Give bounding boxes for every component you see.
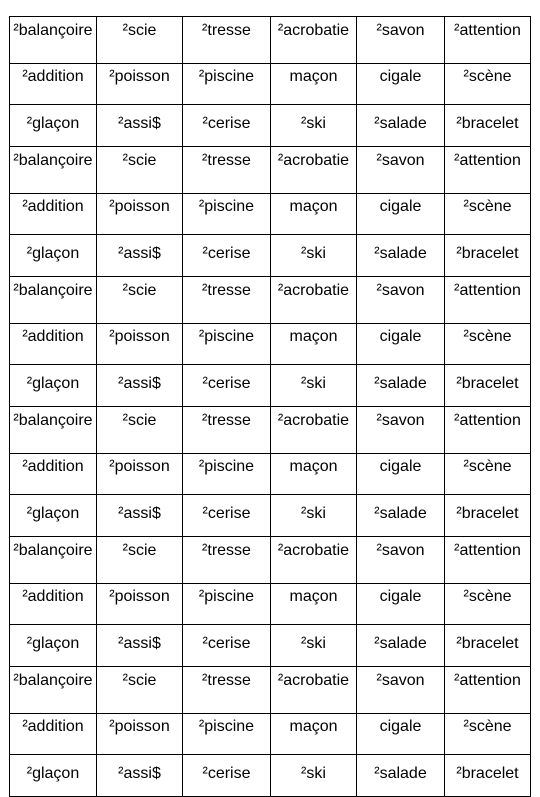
word-cell: ²salade [357,625,445,667]
word-cell: ²salade [357,495,445,537]
word-cell: cigale [357,584,445,625]
word-cell: ²scène [445,64,531,105]
word-cell: ²poisson [97,584,183,625]
table-row [10,495,531,537]
word-cell: ²acrobatie [271,407,357,454]
word-cell: ²tresse [183,537,271,584]
word-cell: ²glaçon [10,235,97,277]
word-cell: maçon [271,324,357,365]
table-row [10,194,531,235]
word-cell: ²balançoire [10,667,97,714]
word-cell: ²poisson [97,454,183,495]
word-cell: ²ski [271,755,357,797]
word-cell: ²balançoire [10,537,97,584]
word-cell: ²attention [445,277,531,324]
word-cell: ²salade [357,365,445,407]
word-cell: ²scie [97,537,183,584]
word-cell: ²tresse [183,147,271,194]
table-row [10,584,531,625]
word-cell: ²attention [445,537,531,584]
word-cell: ²balançoire [10,277,97,324]
word-cell: ²assi$ [97,625,183,667]
word-cell: ²ski [271,235,357,277]
word-cell: maçon [271,454,357,495]
word-cell: ²scène [445,324,531,365]
word-cell: ²bracelet [445,625,531,667]
word-cell: cigale [357,194,445,235]
word-cell: ²tresse [183,277,271,324]
word-cell: ²tresse [183,407,271,454]
word-cell: ²savon [357,277,445,324]
word-cell: ²bracelet [445,365,531,407]
word-cell: maçon [271,584,357,625]
word-cell: ²scie [97,277,183,324]
word-cell: ²bracelet [445,235,531,277]
word-cell: ²bracelet [445,755,531,797]
word-cell: ²cerise [183,105,271,147]
word-cell: ²savon [357,17,445,64]
word-cell: ²savon [357,537,445,584]
table-row [10,235,531,277]
word-cell: ²poisson [97,64,183,105]
word-cell: ²scie [97,667,183,714]
word-cell: ²scie [97,147,183,194]
table-row [10,714,531,755]
word-cell: ²piscine [183,714,271,755]
word-cell: ²tresse [183,17,271,64]
word-cell: ²poisson [97,194,183,235]
word-cell: ²piscine [183,194,271,235]
word-cell: ²piscine [183,324,271,365]
word-cell: ²assi$ [97,365,183,407]
word-cell: maçon [271,64,357,105]
table-row [10,147,531,194]
word-cell: ²addition [10,324,97,365]
word-cell: cigale [357,324,445,365]
word-cell: ²glaçon [10,625,97,667]
word-cell: ²piscine [183,64,271,105]
word-cell: ²cerise [183,365,271,407]
word-cell: ²scène [445,454,531,495]
word-cell: ²attention [445,407,531,454]
word-cell: ²attention [445,17,531,64]
word-cell: ²savon [357,407,445,454]
table-row [10,537,531,584]
word-cell: ²poisson [97,324,183,365]
word-cell: ²addition [10,584,97,625]
word-cell: ²addition [10,64,97,105]
table-row [10,105,531,147]
word-cell: ²balançoire [10,407,97,454]
word-cell: ²poisson [97,714,183,755]
word-cell: ²addition [10,194,97,235]
word-cell: maçon [271,194,357,235]
word-cell: ²scène [445,714,531,755]
word-cell: ²bracelet [445,495,531,537]
word-cell: ²attention [445,147,531,194]
word-cell: ²assi$ [97,755,183,797]
word-cell: ²glaçon [10,105,97,147]
word-cell: ²assi$ [97,495,183,537]
word-cell: ²piscine [183,454,271,495]
word-cell: ²cerise [183,755,271,797]
word-cell: ²cerise [183,625,271,667]
table-row [10,365,531,407]
word-cell: ²addition [10,714,97,755]
word-cell: ²glaçon [10,755,97,797]
table-row [10,625,531,667]
word-cell: ²acrobatie [271,17,357,64]
word-cell: ²cerise [183,495,271,537]
word-cell: ²glaçon [10,495,97,537]
word-cell: cigale [357,714,445,755]
word-cell: ²assi$ [97,105,183,147]
word-cell: ²piscine [183,584,271,625]
word-cell: ²scène [445,194,531,235]
word-cell: ²ski [271,625,357,667]
word-cell: ²scie [97,407,183,454]
word-cell: ²attention [445,667,531,714]
table-row [10,667,531,714]
table-row [10,277,531,324]
word-cell: ²tresse [183,667,271,714]
word-cell: ²bracelet [445,105,531,147]
word-cell: ²glaçon [10,365,97,407]
table-row [10,755,531,797]
word-cell: ²acrobatie [271,277,357,324]
word-cell: ²savon [357,667,445,714]
word-cell: ²balançoire [10,17,97,64]
word-cell: ²salade [357,755,445,797]
word-cell: ²acrobatie [271,537,357,584]
word-cell: ²scène [445,584,531,625]
word-cell: ²addition [10,454,97,495]
word-cell: cigale [357,64,445,105]
word-cell: ²savon [357,147,445,194]
word-cell: ²acrobatie [271,667,357,714]
table-row [10,17,531,64]
word-cell: ²ski [271,495,357,537]
table-row [10,64,531,105]
word-cell: ²salade [357,235,445,277]
word-cell: ²salade [357,105,445,147]
table-row [10,454,531,495]
word-cell: ²acrobatie [271,147,357,194]
word-cell: ²scie [97,17,183,64]
word-cell: ²cerise [183,235,271,277]
word-cell: maçon [271,714,357,755]
word-card-table-body [10,17,531,797]
table-row [10,324,531,365]
word-cell: cigale [357,454,445,495]
word-cell: ²assi$ [97,235,183,277]
word-card-table [9,16,531,797]
word-cell: ²ski [271,365,357,407]
word-cell: ²ski [271,105,357,147]
table-row [10,407,531,454]
word-cell: ²balançoire [10,147,97,194]
